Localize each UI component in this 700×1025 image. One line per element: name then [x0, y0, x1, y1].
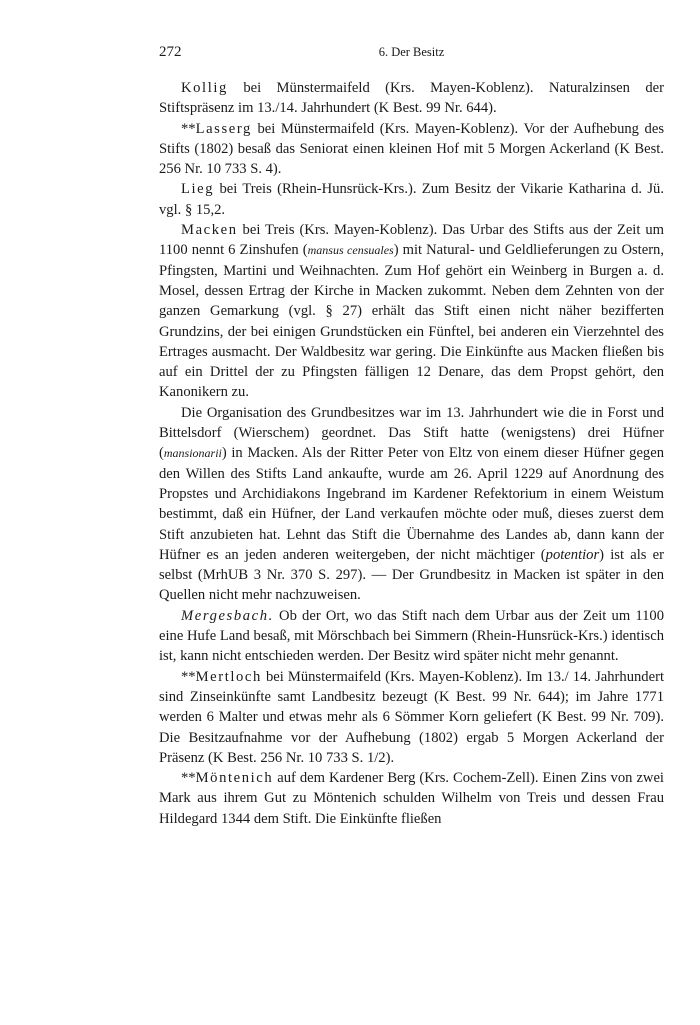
uncertain-marker: **	[181, 770, 196, 787]
paragraph-lieg	[159, 179, 664, 220]
latin-term: mansus censuales	[307, 243, 394, 258]
paragraph-text: bei Münstermaifeld (Krs. Mayen-Koblenz). Vor der Aufhebung des Stifts (1802) besaß das Seniorat einen kleinen Hof mit 5 Morgen Ackerland (K Best. 256 Nr. 10 733 S. 4).	[159, 120, 664, 178]
paragraph-mergesbach	[159, 606, 664, 667]
paragraph-mertloch	[159, 667, 664, 768]
paragraph-text: ) in Macken. Als der Ritter Peter von Eltz von einem dieser Hüfner gegen den Willen des Stifts Land ankaufte, wurde am 26. April 1229 auf Anordnung des Propstes und Archidiakons Ingebrand im Kardener Refektorium in einem Weistum bestimmt, daß ein Hüfner, der Land verkaufen möchte oder muß, dieses zuerst dem Stift anzubieten hat. Lehnt das Stift die Übernahme des Landes ab, dann kann der Hüfner es an jeden anderen weitergeben, der nicht mächtiger (	[159, 445, 664, 563]
paragraph-kollig	[159, 78, 664, 119]
place-name: Lieg	[181, 181, 215, 198]
page-header	[159, 44, 664, 66]
place-name: Kollig	[181, 80, 228, 96]
running-head: 6. Der Besitz	[378, 45, 445, 59]
paragraph-text: bei Treis (Krs. Mayen-Koblenz). Das Urbar des Stifts aus der Zeit um 1100 nennt 6 Zinshufen (	[159, 222, 664, 259]
paragraph-moentenich	[159, 768, 664, 829]
place-name: Mergesbach.	[181, 607, 274, 624]
paragraph-text: auf dem Kardener Berg (Krs. Cochem-Zell). Einen Zins von zwei Mark aus ihrem Gut zu Möntenich schulden Wilhelm von Treis und dessen Frau Hildegard 1344 dem Stift. Die Einkünfte fließen	[159, 770, 664, 827]
paragraph-text: bei Münstermaifeld (Krs. Mayen-Koblenz). Naturalzinsen der Stiftspräsenz im 13./14. Jahrhundert (K Best. 99 Nr. 644).	[159, 80, 664, 117]
paragraph-macken	[159, 220, 664, 403]
place-name: Macken	[181, 222, 238, 239]
page-number: 272	[159, 44, 182, 60]
paragraph-text: ) mit Natural- und Geldlieferungen zu Ostern, Pfingsten, Martini und Weihnachten. Zum Hof gehört ein Weinberg in Burgen a. d. Mosel, dessen Ertrag der Kirche in Macken zukommt. Neben dem Zehnten von der ganzen Gemarkung (vgl. § 27) erhält das Stift einen nicht näher bezifferten Grundzins, der bei einigen Grundstücken ein Fünftel, bei anderen ein Vierzehntel des Ertrages ausmacht. Der Waldbesitz war gering. Die Einkünfte aus Macken fließen bis auf ein Drittel der zu Pfingsten fälligen 12 Denare, das dem Propst gehört, den Kanonikern zu.	[159, 242, 665, 401]
paragraph-text: bei Münstermaifeld (Krs. Mayen-Koblenz). Im 13./ 14. Jahrhundert sind Zinseinkünfte samt Landbesitz bezeugt (K Best. 99 Nr. 644); im Jahre 1771 werden 6 Malter und etwas mehr als 6 Sömmer Korn geliefert (K Best. 99 Nr. 709). Die Besitzaufnahme vor der Aufhebung (1802) ergab 5 Morgen Ackerland der Präsenz (K Best. 256 Nr. 10 733 S. 1/2).	[159, 668, 664, 766]
page	[159, 44, 664, 829]
paragraph-text: ) ist als er selbst (MrhUB 3 Nr. 370 S. 297). — Der Grundbesitz in Macken ist später in den Quellen nicht mehr nachzuweisen.	[159, 546, 664, 604]
place-name: Möntenich	[195, 770, 274, 787]
paragraph-organisation	[159, 403, 664, 606]
paragraph-text: Die Organisation des Grundbesitzes war im 13. Jahrhundert wie die in Forst und Bittelsdorf (Wierschem) geordnet. Das Stift hatte (wenigstens) drei Hüfner (	[159, 404, 664, 462]
body-text	[159, 78, 664, 829]
paragraph-text: bei Treis (Rhein-Hunsrück-Krs.). Zum Besitz der Vikarie Katharina d. Jü. vgl. § 15,2.	[159, 181, 664, 218]
paragraph-lasserg	[159, 119, 664, 180]
latin-term: potentior	[545, 546, 600, 563]
uncertain-marker: **	[181, 120, 196, 137]
latin-term: mansionarii	[163, 446, 222, 461]
place-name: Mertloch	[195, 668, 262, 685]
place-name: Lasserg	[195, 120, 252, 137]
uncertain-marker: **	[181, 668, 196, 685]
paragraph-text: Ob der Ort, wo das Stift nach dem Urbar aus der Zeit um 1100 eine Hufe Land besaß, mit Mörschbach bei Simmern (Rhein-Hunsrück-Krs.) identisch ist, kann nicht entschieden werden. Der Besitz wird später nicht mehr genannt.	[159, 607, 664, 665]
